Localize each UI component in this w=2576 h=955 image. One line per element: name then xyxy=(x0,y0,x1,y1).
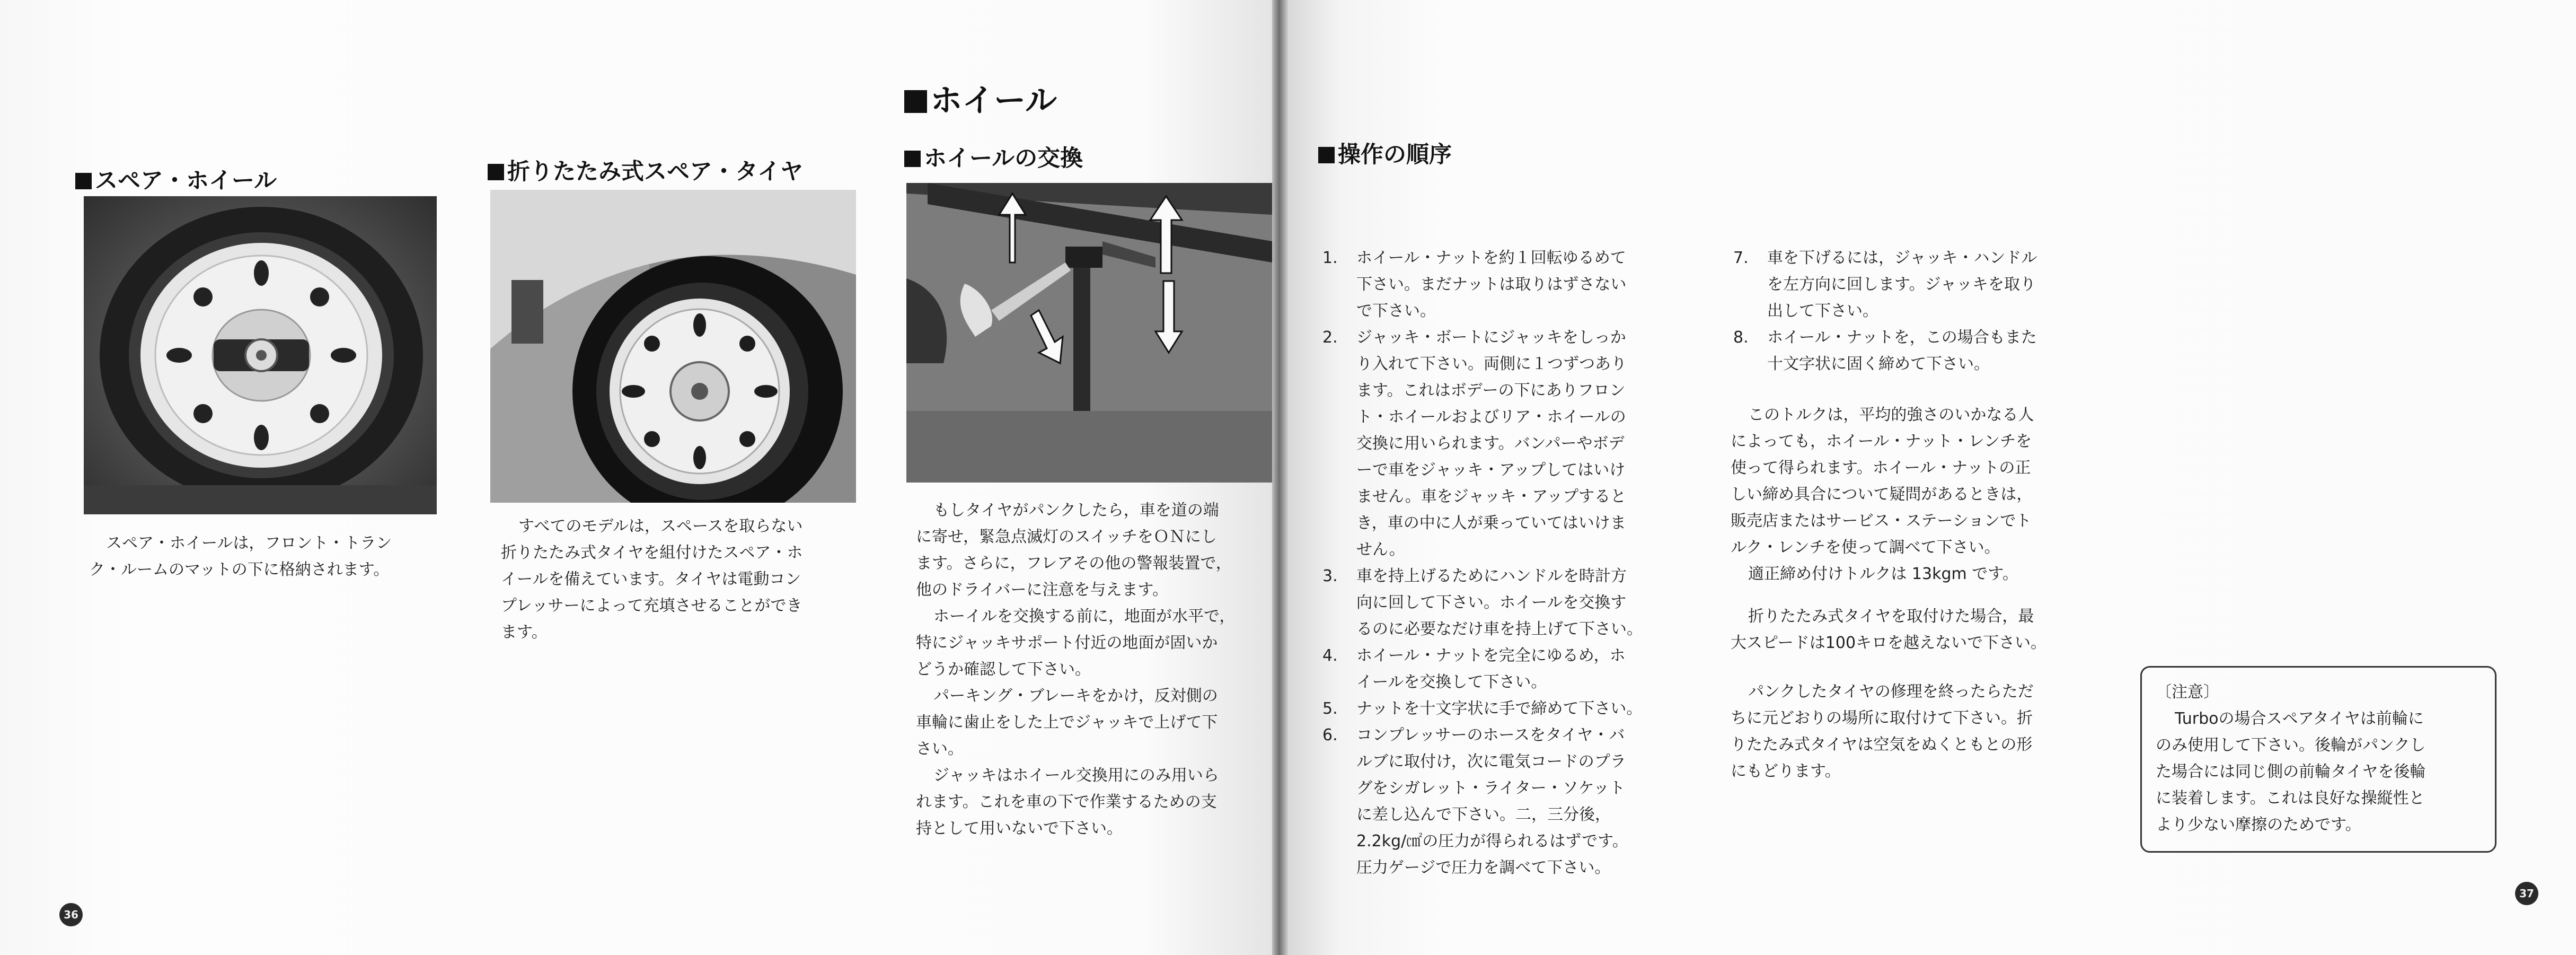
step-line: 車を下げるには，ジャッキ・ハンドル xyxy=(1767,249,2037,267)
step-item xyxy=(1322,325,1704,563)
step-number: 6. xyxy=(1322,726,1338,744)
wheel-change-text xyxy=(916,497,1272,842)
caption-line: イールを備えています。タイヤは電動コン xyxy=(501,570,801,589)
step-item xyxy=(1322,696,1704,722)
square-bullet-icon xyxy=(488,164,504,180)
procedure-heading xyxy=(1318,137,1452,169)
caution-line: Turboの場合スペアタイヤは前輪に xyxy=(2175,709,2424,728)
page-number: 36 xyxy=(59,903,83,926)
text-line: 他のドライバーに注意を与えます。 xyxy=(916,581,1169,599)
step-line: せん。 xyxy=(1356,540,1405,559)
caption-line: ます。 xyxy=(501,623,548,642)
step-line: ます。これはボデーの下にありフロン xyxy=(1356,381,1626,400)
text-line: パーキング・ブレーキをかけ，反対側の xyxy=(933,687,1218,705)
text-line: もしタイヤがパンクしたら，車を道の端 xyxy=(933,501,1219,520)
caption-line: すべてのモデルは，スペースを取らない xyxy=(518,517,803,536)
square-bullet-icon xyxy=(75,173,92,189)
step-line: ジャッキ・ボートにジャッキをしっか xyxy=(1356,328,1626,347)
steps-list-col1 xyxy=(1322,245,1704,881)
text-line: 折りたたみ式タイヤを取付けた場合，最 xyxy=(1748,607,2034,626)
step-number: 5. xyxy=(1322,699,1338,718)
text-line: によっても，ホイール・ナット・レンチを xyxy=(1731,432,2032,451)
step-line: 出して下さい。 xyxy=(1767,302,1878,320)
text-line: 販売店またはサービス・ステーションでト xyxy=(1731,512,2032,530)
folding-tire-heading-text: 折りたたみ式スペア・タイヤ xyxy=(507,159,804,185)
procedure-heading-text: 操作の順序 xyxy=(1337,142,1452,168)
step-line: ト・ホイールおよびリア・ホイールの xyxy=(1356,408,1626,426)
step-line: ません。車をジャッキ・アップすると xyxy=(1356,487,1627,506)
text-line: りたたみ式タイヤは空気をぬくともとの形 xyxy=(1731,735,2033,754)
step-number: 3. xyxy=(1322,567,1338,585)
step-line: 下さい。まだナットは取りはずさない xyxy=(1356,275,1627,294)
step-line: ルブに取付け，次に電気コードのプラ xyxy=(1356,752,1626,771)
step-item xyxy=(1322,643,1704,696)
text-line: に寄せ，緊急点滅灯のスイッチをＯＮにし xyxy=(916,528,1217,546)
text-line: 適正締め付けトルクは 13kgm です。 xyxy=(1748,565,2018,583)
spare-wheel-photo xyxy=(84,196,437,514)
step-number: 2. xyxy=(1322,328,1338,347)
spare-wheel-caption xyxy=(89,530,445,583)
text-line: 特にジャッキサポート付近の地面が固いか xyxy=(916,634,1218,652)
caution-title: 〔注意〕 xyxy=(2156,683,2219,702)
step-line: を左方向に回します。ジャッキを取り xyxy=(1767,275,2036,294)
text-line: ます。さらに，フレアその他の警報装置で， xyxy=(916,554,1232,573)
torque-paragraph xyxy=(1731,402,2123,588)
text-line: 車輪に歯止をした上でジャッキで上げて下 xyxy=(916,713,1218,732)
caution-line: のみ使用して下さい。後輪がパンクし xyxy=(2156,736,2426,755)
step-line: で下さい。 xyxy=(1356,302,1436,320)
step-number: 1. xyxy=(1322,249,1338,267)
page-number: 37 xyxy=(2515,882,2538,905)
step-line: き，車の中に人が乗っていてはいけま xyxy=(1356,514,1626,532)
page-title xyxy=(904,75,1057,121)
wheel-change-heading xyxy=(904,141,1083,173)
text-line: ホーイルを交換する前に，地面が水平で， xyxy=(933,607,1236,626)
text-line: パンクしたタイヤの修理を終ったらただ xyxy=(1748,682,2034,701)
step-item xyxy=(1733,325,2115,378)
book-gutter xyxy=(1272,0,1288,955)
step-line: 車を持上げるためにハンドルを時計方 xyxy=(1356,567,1627,585)
caption-line: ク・ルームのマットの下に格納されます。 xyxy=(89,560,390,579)
page-title-text: ホイール xyxy=(930,82,1057,119)
step-item xyxy=(1322,563,1704,643)
step-line: ホイール・ナットを約１回転ゆるめて xyxy=(1356,249,1626,267)
step-item xyxy=(1322,722,1704,881)
text-line: ルク・レンチを使って調べて下さい。 xyxy=(1731,538,2000,557)
square-bullet-icon xyxy=(904,151,921,167)
text-line: にもどります。 xyxy=(1731,762,1841,781)
step-item xyxy=(1733,245,2115,325)
step-item xyxy=(1322,245,1704,325)
text-line: 使って得られます。ホイール・ナットの正 xyxy=(1731,459,2031,477)
folding-tire-caption xyxy=(501,513,872,646)
step-line: るのに必要なだけ車を持上げて下さい。 xyxy=(1356,620,1643,638)
text-line: ジャッキはホイール交換用にのみ用いら xyxy=(933,766,1219,785)
step-line: り入れて下さい。両側に１つずつあり xyxy=(1356,355,1627,373)
step-line: ナットを十文字状に手で締めて下さい。 xyxy=(1356,699,1643,718)
caption-line: プレッサーによって充填させることができ xyxy=(501,597,802,615)
step-line: 交換に用いられます。バンパーやボデ xyxy=(1356,434,1625,453)
step-line: 向に回して下さい。ホイールを交換す xyxy=(1356,593,1627,612)
step-number: 8. xyxy=(1733,328,1749,347)
step-line: コンプレッサーのホースをタイヤ・バ xyxy=(1356,726,1625,744)
text-line: どうか確認して下さい。 xyxy=(916,660,1091,679)
step-number: 4. xyxy=(1322,646,1338,665)
step-line: グをシガレット・ライター・ソケット xyxy=(1356,779,1625,798)
wheel-change-heading-text: ホイールの交換 xyxy=(923,145,1083,172)
steps-list-col2 xyxy=(1733,245,2115,378)
text-line: さい。 xyxy=(916,740,964,758)
step-line: に差し込んで下さい。二，三分後， xyxy=(1356,805,1611,824)
spare-wheel-heading-text: スペア・ホイール xyxy=(94,168,277,194)
left-page xyxy=(0,0,1272,955)
text-line: 大スピードは100キロを越えないで下さい。 xyxy=(1731,634,2047,652)
step-number: 7. xyxy=(1733,249,1749,267)
text-line: れます。これを車の下で作業するための支 xyxy=(916,793,1217,811)
square-bullet-icon xyxy=(1318,147,1335,163)
text-line: しい締め具合について疑問があるときは， xyxy=(1731,485,2033,504)
caption-line: 折りたたみ式タイヤを組付けたスペア・ホ xyxy=(501,544,803,562)
step-line: 圧力ゲージで圧力を調べて下さい。 xyxy=(1356,858,1611,877)
folding-tire-heading xyxy=(488,154,803,186)
caution-line: た場合には同じ側の前輪タイヤを後輪 xyxy=(2156,763,2426,781)
caution-note-box xyxy=(2140,666,2496,853)
square-bullet-icon xyxy=(904,90,927,113)
step-line: ーで車をジャッキ・アップしてはいけ xyxy=(1356,461,1626,479)
step-line: 十文字状に固く締めて下さい。 xyxy=(1767,355,1990,373)
text-line: ちに元どおりの場所に取付けて下さい。折 xyxy=(1731,709,2033,728)
caution-line: より少ない摩擦のためです。 xyxy=(2156,816,2361,834)
step-line: 2.2kg/㎠の圧力が得られるはずです。 xyxy=(1356,832,1628,851)
spare-wheel-heading xyxy=(75,163,277,195)
step-line: ホイール・ナットを完全にゆるめ，ホ xyxy=(1356,646,1626,665)
folding-tire-photo xyxy=(490,190,856,503)
repair-paragraph xyxy=(1731,679,2123,785)
jack-photo xyxy=(906,183,1272,483)
text-line: 持として用いないで下さい。 xyxy=(916,819,1123,838)
caption-line: スペア・ホイールは，フロント・トラン xyxy=(106,534,392,553)
text-line: このトルクは，平均的強さのいかなる人 xyxy=(1748,406,2034,424)
step-line: ホイール・ナットを，この場合もまた xyxy=(1767,328,2037,347)
caution-line: に装着します。これは良好な操縦性と xyxy=(2156,789,2425,808)
speed-paragraph xyxy=(1731,603,2123,656)
step-line: イールを交換して下さい。 xyxy=(1356,673,1547,691)
